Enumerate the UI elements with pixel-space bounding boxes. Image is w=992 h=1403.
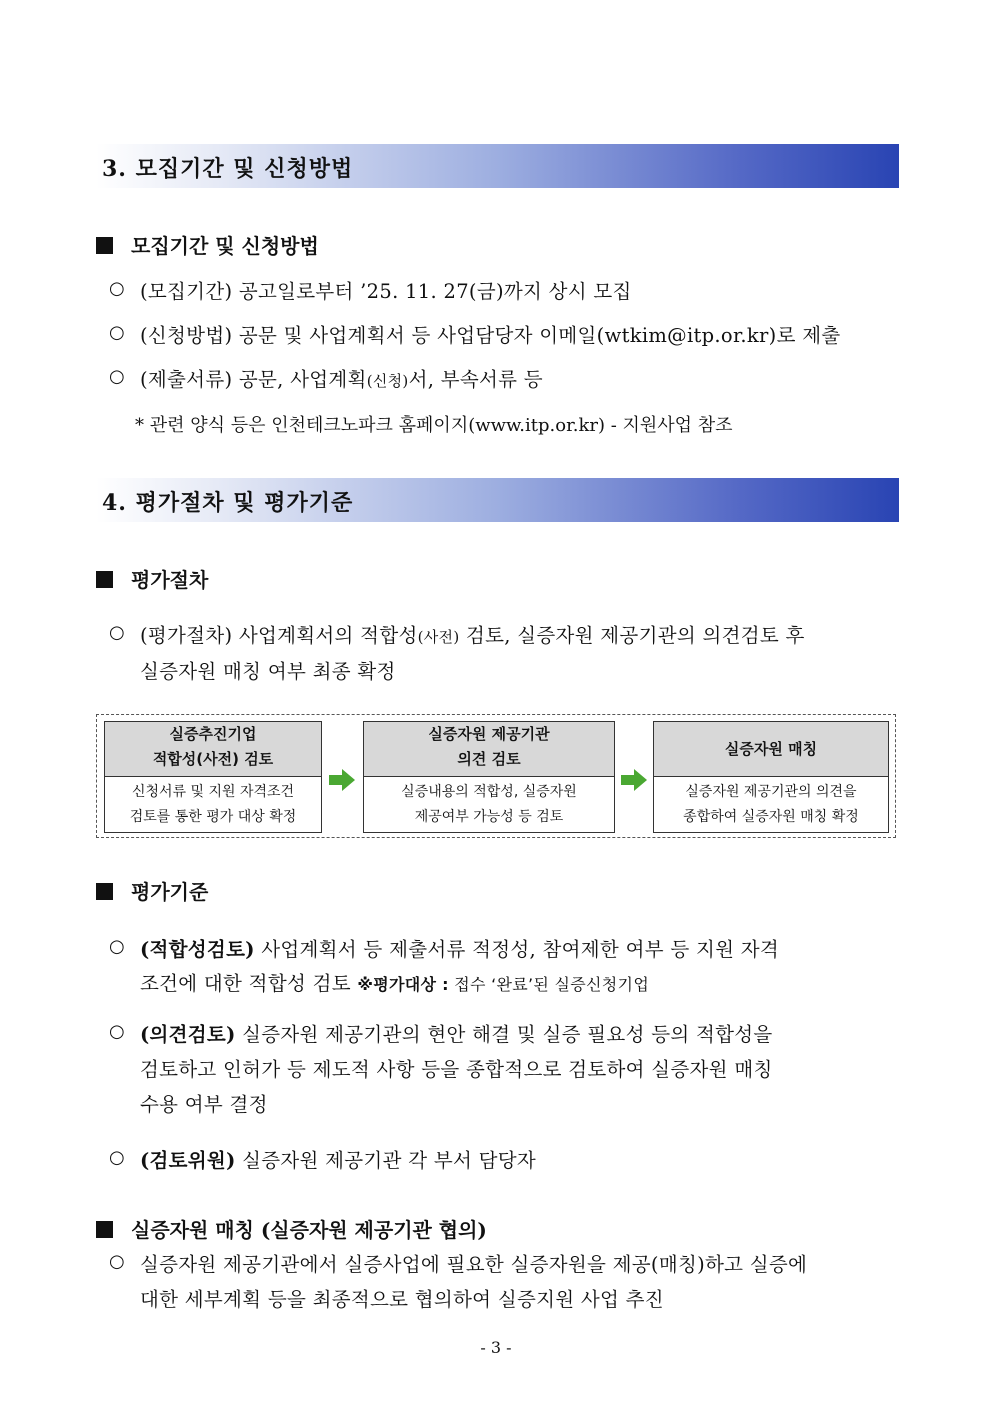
circle-bullet-icon: ○ [109, 1147, 125, 1168]
matching-heading: 실증자원 매칭 (실증자원 제공기관 협의) [96, 1214, 487, 1243]
flow-step-2 [363, 721, 615, 833]
flow-step-2-header: 실증자원 제공기관 의견 검토 [364, 722, 614, 777]
square-bullet-icon [96, 571, 113, 588]
section-4-title: 4. 평가절차 및 평가기준 [102, 490, 354, 516]
section-3-banner [96, 144, 899, 188]
circle-bullet-icon: ○ [109, 322, 125, 343]
criteria-opinion-line-2: 검토하고 인허가 등 제도적 사항 등을 종합적으로 검토하여 실증자원 매칭 [140, 1058, 773, 1081]
circle-bullet-icon: ○ [109, 1021, 125, 1042]
flow-step-3-header: 실증자원 매칭 [654, 722, 888, 777]
flow-step-2-body: 실증내용의 적합성, 실증자원 제공여부 가능성 등 검토 [401, 784, 577, 825]
flow-step-1-body: 신청서류 및 지원 자격조건 검토를 통한 평가 대상 확정 [129, 784, 297, 825]
method-item: (신청방법) 공문 및 사업계획서 등 사업담당자 이메일(wtkim@itp.or.kr)로 제출 [140, 324, 841, 347]
section-3-subheading [96, 230, 319, 259]
matching-line-1: 실증자원 제공기관에서 실증사업에 필요한 실증자원을 제공(매칭)하고 실증에 [140, 1253, 808, 1276]
circle-bullet-icon: ○ [109, 622, 125, 643]
criteria-heading: 평가기준 [96, 876, 208, 905]
page-number: - 3 - [480, 1338, 512, 1357]
arrow-right-icon [621, 769, 647, 791]
subheading-text: 모집기간 및 신청방법 [131, 234, 319, 258]
circle-bullet-icon: ○ [109, 278, 125, 299]
procedure-line-2: 실증자원 매칭 여부 최종 확정 [140, 660, 396, 683]
period-item: (모집기간) 공고일로부터 ’25. 11. 27(금)까지 상시 모집 [140, 280, 632, 303]
criteria-suitability-line-1: (적합성검토) 사업계획서 등 제출서류 적정성, 참여제한 여부 등 지원 자격 [140, 938, 780, 961]
square-bullet-icon [96, 883, 113, 900]
criteria-reviewer-line: (검토위원) 실증자원 제공기관 각 부서 담당자 [140, 1149, 537, 1172]
evaluation-flow-diagram [96, 714, 896, 838]
circle-bullet-icon: ○ [109, 936, 125, 957]
arrow-right-icon [329, 769, 355, 791]
square-bullet-icon [96, 1221, 113, 1238]
section-3-title: 3. 모집기간 및 신청방법 [102, 156, 354, 182]
procedure-line-1: (평가절차) 사업계획서의 적합성(사전) 검토, 실증자원 제공기관의 의견검토 후 [140, 624, 805, 647]
square-bullet-icon [96, 237, 113, 254]
flow-step-1 [104, 721, 322, 833]
criteria-opinion-line-1: (의견검토) 실증자원 제공기관의 현안 해결 및 실증 필요성 등의 적합성을 [140, 1023, 773, 1046]
matching-line-2: 대한 세부계획 등을 최종적으로 협의하여 실증지원 사업 추진 [140, 1288, 664, 1311]
criteria-opinion-line-3: 수용 여부 결정 [140, 1093, 268, 1116]
section-4-banner [96, 478, 899, 522]
procedure-heading: 평가절차 [96, 564, 208, 593]
documents-item: (제출서류) 공문, 사업계획(신청)서, 부속서류 등 [140, 368, 543, 391]
circle-bullet-icon: ○ [109, 1251, 125, 1272]
form-reference-note: * 관련 양식 등은 인천테크노파크 홈페이지(www.itp.or.kr) - 지원사업 참조 [135, 415, 733, 436]
circle-bullet-icon: ○ [109, 366, 125, 387]
criteria-suitability-line-2: 조건에 대한 적합성 검토 ※평가대상 : 접수 ‘완료’된 실증신청기업 [140, 972, 650, 995]
flow-step-3-body: 실증자원 제공기관의 의견을 종합하여 실증자원 매칭 확정 [683, 784, 859, 825]
flow-step-3 [653, 721, 889, 833]
flow-step-1-header: 실증추진기업 적합성(사전) 검토 [105, 722, 321, 777]
